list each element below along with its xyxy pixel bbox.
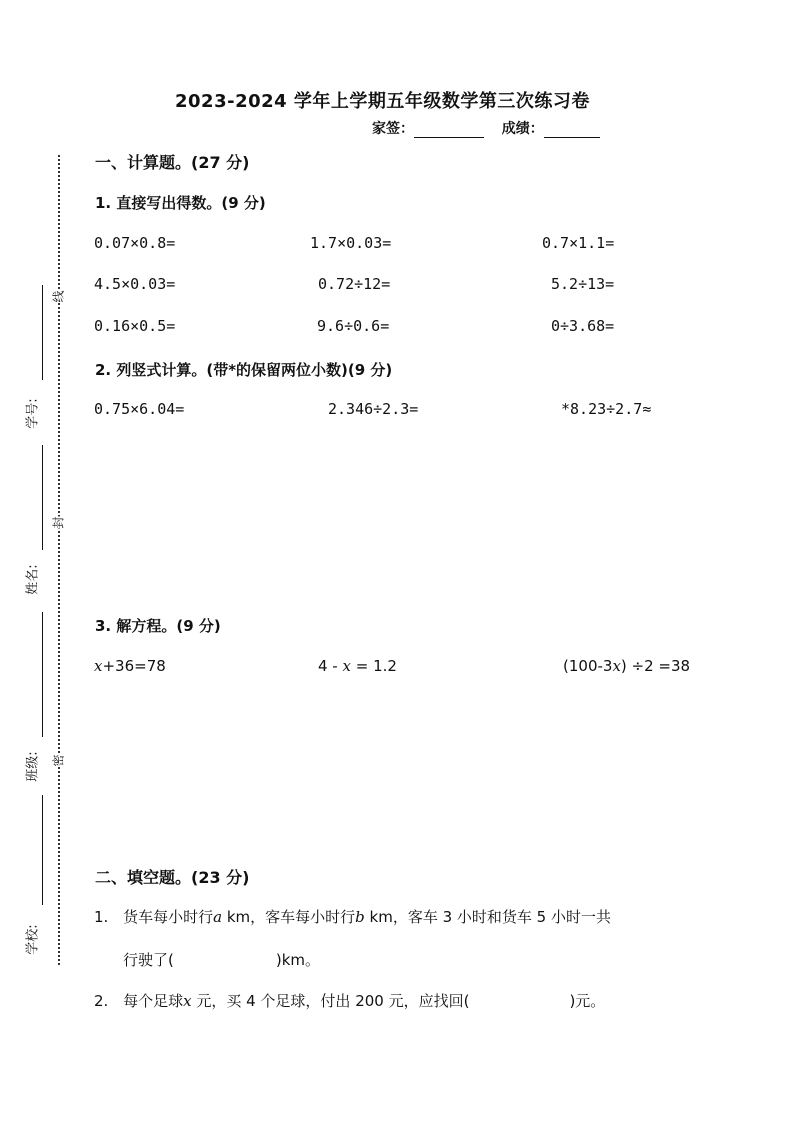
seal-line-mark: 线 [51, 290, 66, 303]
question-text: 每个足球 [123, 992, 184, 1010]
seal-seal-mark: 封 [51, 516, 66, 529]
q3-equation-3 [563, 657, 690, 675]
q2-item: 0.75×6.04= [94, 400, 185, 418]
question-text: 行驶了( [123, 951, 174, 969]
question-text: 元，买 4 个足球，付出 200 元，应找回( [191, 992, 470, 1010]
equation-text: (100-3 [563, 657, 613, 675]
question-text: km，客车每小时行 [222, 908, 356, 926]
question-text: )元。 [569, 992, 606, 1010]
fill-q1-line1 [94, 906, 611, 927]
variable-x: x [183, 992, 192, 1010]
q3-equation-1 [94, 657, 166, 675]
q1-item: 0.72÷12= [318, 275, 391, 293]
school-label: 学校: [25, 924, 41, 955]
section1-heading: 一、计算题。(27 分) [95, 153, 250, 172]
question-text: 货车每小时行 [123, 908, 214, 926]
q1-item: 0.7×1.1= [542, 234, 615, 252]
class-label: 班级: [25, 751, 41, 782]
q3-equation-2 [318, 657, 397, 675]
equation-text: +36=78 [102, 657, 166, 675]
parent-sign-blank[interactable] [414, 123, 484, 138]
parent-sign-label: 家签： [372, 121, 414, 137]
q1-title: 1. 直接写出得数。(9 分) [95, 194, 266, 212]
variable-b: b [355, 908, 365, 926]
class-underline [42, 612, 43, 737]
name-label: 姓名: [25, 564, 41, 595]
q1-item: 4.5×0.03= [94, 275, 176, 293]
fill-q2-line [94, 990, 605, 1011]
number-label: 学号: [25, 398, 41, 429]
section2-heading: 二、填空题。(23 分) [95, 868, 250, 887]
q1-item: 0.16×0.5= [94, 317, 176, 335]
q2-item: *8.23÷2.7≈ [561, 400, 652, 418]
score-blank[interactable] [544, 123, 600, 138]
q1-item: 0.07×0.8= [94, 234, 176, 252]
equation-text: 4 - [318, 657, 343, 675]
equation-text: = 1.2 [350, 657, 397, 675]
variable-x: x [342, 657, 351, 675]
question-text: km，客车 3 小时和货车 5 小时一共 [364, 908, 611, 926]
q2-item: 2.346÷2.3= [328, 400, 419, 418]
variable-x: x [612, 657, 621, 675]
variable-x: x [94, 657, 103, 675]
q1-item: 1.7×0.03= [310, 234, 392, 252]
binding-dotted-line [58, 155, 60, 965]
q3-title: 3. 解方程。(9 分) [95, 617, 221, 635]
equation-text: ) ÷2 =38 [620, 657, 691, 675]
question-number: 1. [94, 908, 109, 926]
page-title: 2023-2024 学年上学期五年级数学第三次练习卷 [175, 91, 590, 112]
q1-item: 5.2÷13= [551, 275, 615, 293]
school-underline [42, 795, 43, 905]
q1-item: 0÷3.68= [551, 317, 615, 335]
q1-item: 9.6÷0.6= [317, 317, 390, 335]
q2-title: 2. 列竖式计算。(带*的保留两位小数)(9 分) [95, 361, 393, 379]
number-underline [42, 285, 43, 380]
question-number: 2. [94, 992, 109, 1010]
fill-q1-line2 [123, 949, 320, 970]
variable-a: a [213, 908, 223, 926]
question-text: )km。 [275, 951, 321, 969]
parent-sign-field [372, 118, 600, 138]
score-label: 成绩： [501, 121, 544, 137]
seal-secret-mark: 密 [51, 754, 66, 767]
name-underline [42, 445, 43, 550]
